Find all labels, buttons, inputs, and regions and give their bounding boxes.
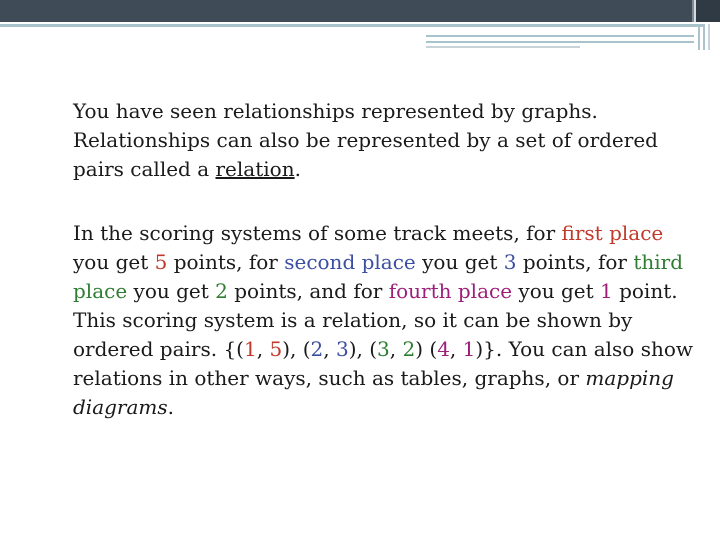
text: .	[294, 157, 301, 181]
accent-line	[426, 41, 694, 43]
text: points, and for	[227, 279, 389, 303]
pair-2-x: 2	[310, 337, 324, 361]
text: In the scoring systems of some track meets, for	[73, 221, 562, 245]
text: you get	[512, 279, 600, 303]
text: points, for	[516, 250, 634, 274]
points-second: 3	[503, 250, 517, 274]
pair-4-x: 4	[437, 337, 450, 361]
slide-body	[73, 97, 695, 422]
pair-4-y: 1	[462, 337, 476, 361]
pair-3-x: 3	[377, 337, 390, 361]
text: points, for	[167, 250, 285, 274]
text: ), (	[282, 337, 311, 361]
accent-line	[708, 24, 710, 50]
header-bar	[0, 0, 692, 22]
text: you get	[415, 250, 504, 274]
points-fourth: 1	[600, 279, 613, 303]
pair-1-y: 5	[269, 337, 283, 361]
points-third: 2	[215, 279, 228, 303]
paragraph-scoring-example	[73, 219, 695, 422]
accent-line	[426, 46, 580, 48]
paragraph-relations-intro	[73, 97, 695, 184]
text: ,	[256, 337, 270, 361]
text: ,	[449, 337, 463, 361]
text: you get	[127, 279, 216, 303]
text: )}. You can also show relations in other ways, such as tables, graphs, or	[73, 337, 694, 390]
text: .	[167, 395, 174, 419]
text: ,	[323, 337, 336, 361]
second-place: second place	[284, 250, 416, 274]
header-corner	[696, 0, 720, 22]
accent-line	[426, 35, 694, 37]
text: ,	[389, 337, 403, 361]
first-place: first place	[561, 221, 664, 245]
third-place: third place	[73, 250, 684, 303]
accent-line	[698, 24, 700, 50]
text: point. This scoring system is a relation, so it can be shown by ordered pairs. {(	[73, 279, 678, 361]
mapping-diagrams-term: mapping diagrams	[73, 366, 674, 419]
text: you get	[73, 250, 155, 274]
text: ) (	[415, 337, 438, 361]
text: You have seen relationships represented by graphs. Relationships can also be represented by a set of ordered pairs called a	[73, 99, 658, 181]
pair-2-y: 3	[335, 337, 349, 361]
relation-term: relation	[215, 157, 295, 181]
accent-line	[0, 24, 704, 27]
text: ), (	[348, 337, 378, 361]
points-first: 5	[154, 250, 168, 274]
title-decoration	[0, 0, 720, 24]
pair-3-y: 2	[402, 337, 416, 361]
pair-1-x: 1	[244, 337, 257, 361]
fourth-place: fourth place	[388, 279, 513, 303]
accent-line	[703, 24, 705, 50]
